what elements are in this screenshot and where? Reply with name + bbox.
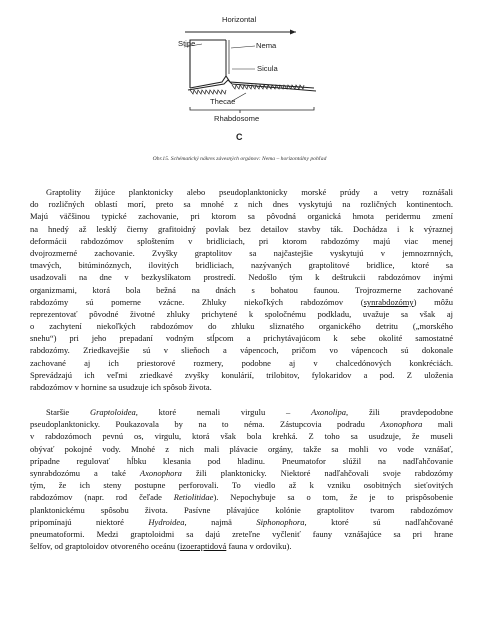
text-run: dvojrozmerné zachovanie. Zvyšky graptolitov sa najčastejšie vyskytujú v jemnozrnných,	[30, 247, 453, 258]
text-line	[30, 467, 453, 479]
text-line	[30, 235, 453, 247]
text-run: prípadne regulovať hĺbku klesania pod hladinu. Pneumatofor slúžil na nadľahčovanie	[30, 455, 453, 466]
label-nema: Nema	[256, 41, 277, 50]
underlined-term: izoeraptidová	[180, 541, 227, 552]
text-run: planktonickému spôsobu života. Pasívne plávajúce kolónie graptolitov tvarom rabdozómov	[30, 504, 453, 515]
text-line	[30, 223, 453, 235]
text-run: tým, že ich steny postupne perforovali. To viedlo až k vzniku osobitných sieťovitých	[30, 480, 453, 491]
text-line	[30, 308, 453, 320]
text-line	[30, 344, 453, 356]
text-line	[30, 418, 453, 430]
text-run: reprezentovať pôvodné životné zhluky prichytené k spoločnému podkladu, uvažuje sa však aj	[30, 308, 453, 319]
italic-term: Graptoloidea	[89, 407, 136, 417]
underlined-term: synrabdozómy	[363, 296, 414, 307]
text-run: snehu“) pri jeho prepadaní vodným stĺpcom a prichytávajúcom k sebe okolité samostatné	[30, 333, 453, 344]
label-thecae: Thecae	[210, 97, 236, 106]
text-run: rabdozómov v hornine sa usudzuje ich spôsob života.	[30, 382, 212, 392]
text-line	[30, 528, 453, 540]
text-run: pripomínajú niektoré	[30, 516, 149, 527]
text-line	[30, 504, 453, 516]
text-run: synrabdozómu a také	[30, 467, 140, 478]
text-run: Staršie	[46, 407, 90, 417]
text-run: zachované aj ich priestorové rozmery, podobne aj v chalcedónových konkréciách.	[30, 357, 453, 368]
italic-term: Axonolipa	[311, 407, 347, 417]
figure-schematic	[0, 0, 479, 150]
text-run: , najmä	[184, 516, 257, 527]
text-line	[30, 540, 453, 552]
text-line	[30, 271, 453, 283]
label-horizontal: Horizontal	[222, 15, 257, 24]
text-run: organizmami, ktorá bola bežná na dnách s bohatou faunou. Trojrozmerne zachované	[30, 284, 453, 295]
text-line	[30, 210, 453, 222]
text-run: ). Nepochybuje sa o tom, že je to prispôsobenie	[213, 492, 454, 503]
text-line	[30, 186, 453, 198]
text-line	[30, 284, 453, 296]
label-sicula: Sicula	[257, 64, 278, 73]
text-run: mali	[422, 419, 453, 430]
text-run: o zachytení niekoľkých rabdozómov do zhluku sliznatého organického detritu („morského	[30, 321, 453, 332]
text-run: , žili pravdepodobne	[346, 407, 453, 417]
figure-caption: Obr.15. Schématický nákres závesných orgánov: Nema – horizontálny pohľad	[152, 156, 327, 162]
italic-term: Siphonophora	[256, 516, 305, 527]
label-stipe: Stipe	[178, 39, 196, 48]
text-run: v rabdozómoch pevnú os, virgulu, ktorá však bola krehká. Z toho sa usudzuje, že museli	[30, 431, 453, 442]
text-line	[30, 406, 453, 418]
text-line	[30, 357, 453, 369]
text-line	[30, 491, 453, 503]
text-run: pneumatoformi. Medzi graptoloidmi sa dajú zreteľne vyčleniť fauny vznášajúce sa pri hrane	[30, 528, 453, 539]
text-run: do rozličných oblastí morí, preto sa mnohé z nich dnes vyskytujú na rozličných kontinentoch.	[30, 199, 453, 210]
text-line	[30, 332, 453, 344]
text-run: fauna v ordoviku).	[226, 541, 292, 552]
italic-term: Retiolitidae	[173, 492, 214, 503]
text-run: , ktoré sú nadľahčované	[304, 516, 453, 527]
text-run: Majú väčšinou typické zachovanie, pri ktorom sa pôvodná organická hmota peridermu zmení	[30, 211, 453, 222]
text-line	[30, 198, 453, 210]
text-line	[30, 296, 453, 308]
stipe-outline	[190, 40, 226, 88]
rhabdosome-bracket	[190, 107, 314, 110]
text-line	[30, 320, 453, 332]
horizontal-arrow-head	[290, 30, 296, 35]
text-run: tmavých, bitúminóznych, ilovitých bridliciach, nazývaných graptolitové bridlice, ktoré sa	[30, 260, 453, 271]
text-run: šelfov, od graptoloidov otvoreného oceánu (	[30, 541, 181, 552]
text-line	[30, 516, 453, 528]
italic-term: Hydroidea	[148, 516, 185, 527]
text-line	[30, 430, 453, 442]
text-line	[30, 381, 453, 393]
text-line	[30, 247, 453, 259]
text-line	[30, 479, 453, 491]
text-run: na hnedý až lesklý čierny grafitoidný povlak bez detailov stavby ták. Dochádza i k výraznej	[30, 223, 453, 234]
text-run: , ktoré nemali virgulu –	[135, 407, 312, 417]
text-run: pseudoplanktonicky. Poukazovala by na to néma. Zástupcovia podradu	[30, 419, 381, 430]
text-run: rabdozómy. Zriedkavejšie sú v slieňoch a vápencoch, pričom vo vápencoch sú dokonale	[30, 345, 453, 356]
text-line	[30, 443, 453, 455]
text-run: rabdozómy sú pomerne vzácne. Zhluky niekoľkých rabdozómov (	[30, 296, 364, 307]
text-run: Sprevádzajú ich veľmi zriedkavé zvyšky konulárií, trilobitov, fylokaridov a pod. Z uloženia	[30, 369, 453, 380]
text-run: obývať pokojné vody. Mnohé z nich mali plávacie orgány, takže sa mohli vo vode vznášať,	[30, 443, 453, 454]
label-rhabdosome: Rhabdosome	[214, 114, 260, 123]
text-run: Graptolity žijúce planktonicky alebo pseudoplanktonicky morské prúdy a vetry roznášali	[46, 187, 453, 197]
paragraph-2	[30, 406, 453, 552]
text-run: rabdozómov (napr. rod čeľade	[30, 492, 174, 503]
text-line	[30, 259, 453, 271]
text-line	[30, 455, 453, 467]
text-run: deformácii rabdozómov sploštením v bridliciach, pri ktorom rabdozómy majú viac menej	[30, 235, 453, 246]
text-run: ) môžu	[413, 296, 453, 307]
text-run: usadzovali na dne v bezkyslíkatom prostredí. Nedošlo tým k deštrukcii rabdozómov inými	[30, 272, 453, 283]
paragraph-1	[30, 186, 453, 393]
panel-label: C	[236, 132, 243, 142]
text-run: žili planktonicky. Niektoré nadľahčovali svoje rabdozómy	[181, 467, 453, 478]
italic-term: Axonophora	[139, 467, 182, 478]
text-line	[30, 369, 453, 381]
italic-term: Axonophora	[380, 419, 423, 430]
